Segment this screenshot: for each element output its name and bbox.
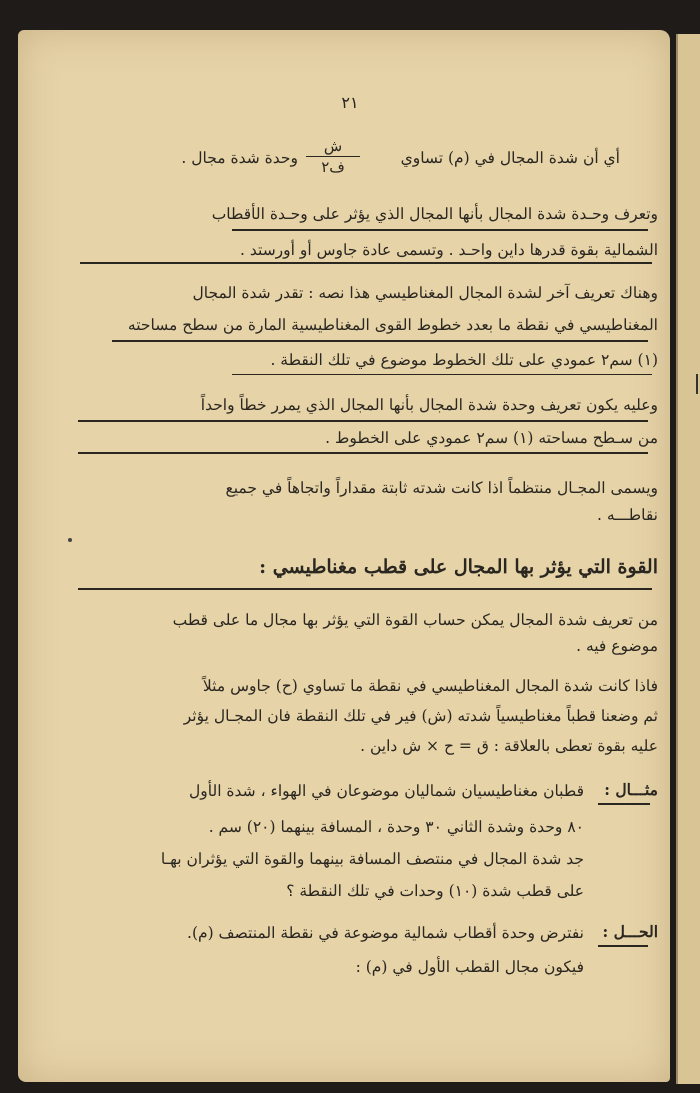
line-3: الشمالية بقوة قدرها داين واحـد . وتسمى عادة جاوس أو أورستد . <box>240 241 658 259</box>
fraction-numerator: ش <box>306 137 360 157</box>
underline-7 <box>78 420 648 422</box>
page-number: ٢١ <box>341 93 359 112</box>
line-2: وتعرف وحـدة شدة المجال بأنها المجال الذي يؤثر على وحـدة الأقطاب <box>211 205 658 223</box>
heading-underline <box>78 588 652 590</box>
line-11: من تعريف شدة المجال يمكن حساب القوة التي يؤثر بها مجال ما على قطب <box>172 611 658 629</box>
line-17: ٨٠ وحدة وشدة الثاني ٣٠ وحدة ، المسافة بينهما (٢٠) سم . <box>208 818 584 836</box>
solution-label: الحـــل : <box>602 922 658 941</box>
line-1-right: أي أن شدة المجال في (م) تساوي <box>400 149 620 167</box>
line-9: ويسمى المجـال منتظماً اذا كانت شدته ثابتة مقداراً واتجاهاً في جميع <box>225 479 658 497</box>
line-21: فيكون مجال القطب الأول في (م) : <box>355 958 584 976</box>
example-label: مثـــال : <box>604 780 658 799</box>
underline-5 <box>112 340 648 342</box>
line-8: من سـطح مساحته (١) سم٢ عمودي على الخطوط . <box>325 429 658 447</box>
underline-2 <box>232 229 648 231</box>
underline-8 <box>78 452 648 454</box>
line-5: المغناطيسي في نقطة ما بعدد خطوط القوى المغناطيسية المارة من سطح مساحته <box>127 316 658 334</box>
line-1-left: وحدة شدة مجال . <box>181 149 298 167</box>
line-20: نفترض وحدة أقطاب شمالية موضوعة في نقطة المنتصف (م). <box>187 924 584 942</box>
line-4: وهناك تعريف آخر لشدة المجال المغناطيسي هذا نصه : تقدر شدة المجال <box>192 284 658 302</box>
example-underline <box>598 803 650 805</box>
line-14: ثم وضعنا قطباً مغناطيسياً شدته (ش) فير في تلك النقطة فان المجـال يؤثر <box>183 707 658 725</box>
edge-mark <box>696 374 700 394</box>
solution-underline <box>598 945 648 947</box>
line-19: على قطب شدة (١٠) وحدات في تلك النقطة ؟ <box>286 882 584 900</box>
fraction-sh-over-f2 <box>306 137 360 176</box>
underline-3 <box>80 262 652 264</box>
next-page-edge <box>676 34 700 1084</box>
line-18: جد شدة المجال في منتصف المسافة بينهما والقوة التي يؤثران بهـا <box>160 850 584 868</box>
fraction-denominator: ف٢ <box>321 158 345 176</box>
underline-6 <box>232 374 652 375</box>
ink-dot <box>68 538 72 542</box>
section-heading: القوة التي يؤثر بها المجال على قطب مغناطيسي : <box>259 556 658 578</box>
line-7: وعليه يكون تعريف وحدة شدة المجال بأنها المجال الذي يمرر خطاً واحداً <box>200 396 658 414</box>
line-6: (١) سم٢ عمودي على تلك الخطوط موضوع في تلك النقطة . <box>270 351 658 369</box>
line-12: موضوع فيه . <box>576 637 658 655</box>
line-13: فاذا كانت شدة المجال المغناطيسي في نقطة ما تساوي (ح) جاوس مثلاً <box>202 677 658 695</box>
line-10: نقاطـــه . <box>596 506 658 524</box>
line-15: عليه بقوة تعطى بالعلاقة : ق = ح × ش داين . <box>360 737 658 755</box>
line-16: قطبان مغناطيسيان شماليان موضوعان في الهواء ، شدة الأول <box>189 782 584 800</box>
